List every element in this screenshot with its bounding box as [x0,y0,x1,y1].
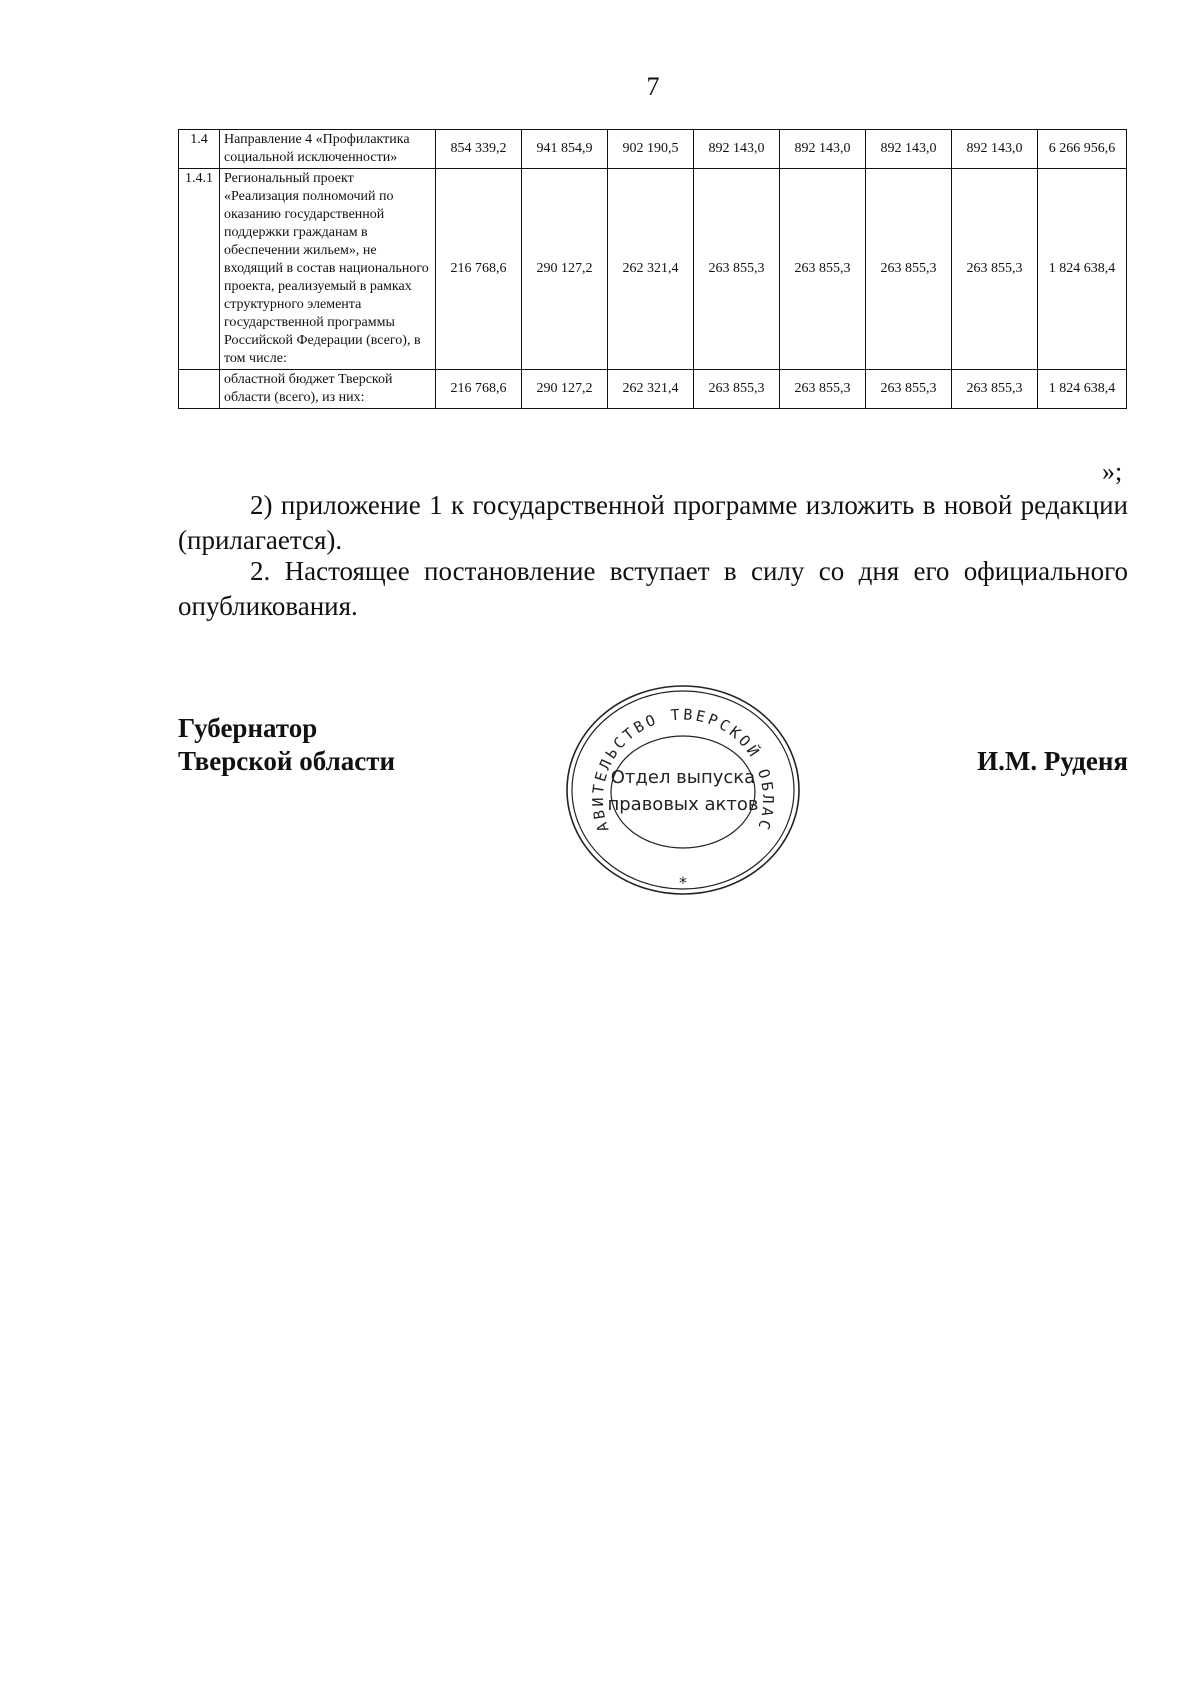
row-value: 854 339,2 [436,130,522,169]
signatory-name: И.М. Руденя [977,746,1128,776]
row-code: 1.4 [179,130,220,169]
row-value: 263 855,3 [780,370,866,409]
stamp-star: * [679,873,687,892]
budget-table-body [179,130,1127,409]
row-value: 290 127,2 [522,169,608,370]
paragraph-effective-date-text: 2. Настоящее постановление вступает в силу со дня его официального опубликования. [178,556,1128,621]
paragraph-appendix [178,488,1128,558]
table-row [179,370,1127,409]
row-name: Направление 4 «Профилактика социальной исключенности» [220,130,436,169]
row-value: 263 855,3 [780,169,866,370]
row-code: 1.4.1 [179,169,220,370]
closing-quote: »; [1102,457,1123,486]
row-value: 263 855,3 [694,370,780,409]
row-value: 263 855,3 [952,370,1038,409]
row-value: 1 824 638,4 [1038,370,1127,409]
row-value: 892 143,0 [694,130,780,169]
row-value: 1 824 638,4 [1038,169,1127,370]
table-row [179,169,1127,370]
row-value: 216 768,6 [436,169,522,370]
row-value: 290 127,2 [522,370,608,409]
row-value: 263 855,3 [952,169,1038,370]
official-stamp-graphic [563,680,803,900]
stamp-center-line1: Отдел выпуска [610,767,756,788]
signatory-title-line2: Тверской области [178,746,396,776]
row-value: 262 321,4 [608,169,694,370]
signatory-title [178,712,395,778]
signatory-title-line1: Губернатор [178,713,318,743]
row-value: 263 855,3 [694,169,780,370]
row-name: областной бюджет Тверской области (всего), из них: [220,370,436,409]
row-value: 892 143,0 [780,130,866,169]
page-number: 7 [646,72,660,101]
row-value: 892 143,0 [866,130,952,169]
row-value: 262 321,4 [608,370,694,409]
row-value: 892 143,0 [952,130,1038,169]
paragraph-appendix-text: 2) приложение 1 к государственной программе изложить в новой редакции (прилагается). [178,490,1128,555]
row-value: 216 768,6 [436,370,522,409]
stamp-center-line2: правовых актов [607,794,759,815]
paragraph-effective-date [178,554,1128,624]
row-code [179,370,220,409]
row-name: Региональный проект «Реализация полномочий по оказанию государственной поддержки гражданам в обеспечении жильем», не входящий в состав национального проекта, реализуемый в рамках структурного элемента государственной программы Российской Федерации (всего), в том числе: [220,169,436,370]
row-value: 941 854,9 [522,130,608,169]
official-stamp [563,680,803,900]
budget-table [178,129,1127,409]
table-row [179,130,1127,169]
row-value: 6 266 956,6 [1038,130,1127,169]
row-value: 902 190,5 [608,130,694,169]
row-value: 263 855,3 [866,169,952,370]
row-value: 263 855,3 [866,370,952,409]
stamp-ring-text: АВИТЕЛЬСТВО ТВЕРСКОЙ ОБЛАС [588,705,778,835]
